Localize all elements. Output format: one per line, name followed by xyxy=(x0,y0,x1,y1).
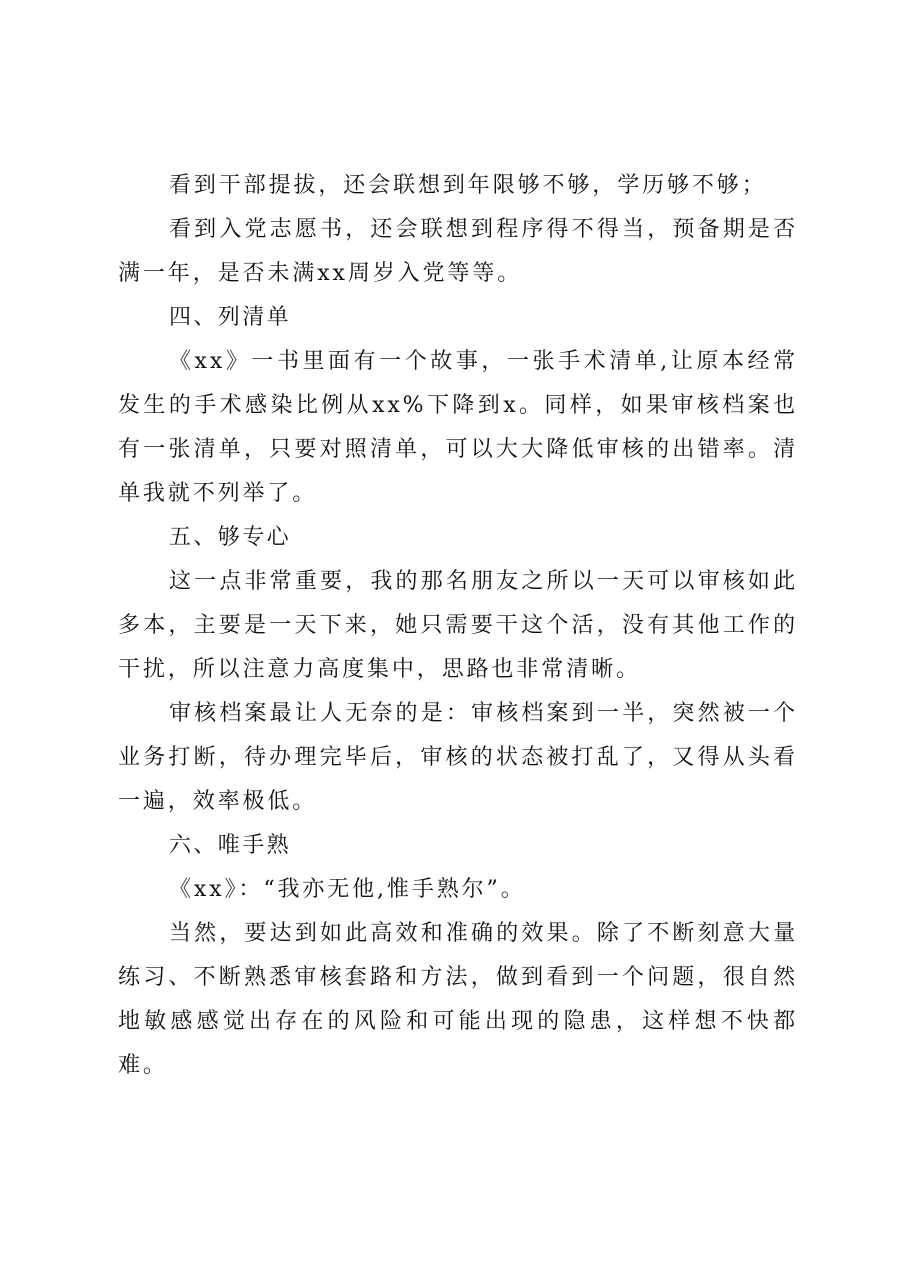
section-heading-practice: 六、唯手熟 xyxy=(169,833,292,858)
paragraph-checklist: 《xx》一书里面有一个故事，一张手术清单,让原本经常发生的手术感染比例从xx%下降到x。同样，如果审核档案也有一张清单，只要对照清单，可以大大降低审核的出错率。清单我就不列举了。 xyxy=(118,349,798,506)
paragraph-interruption: 审核档案最让人无奈的是：审核档案到一半，突然被一个业务打断，待办理完毕后，审核的状态被打乱了，又得从头看一遍，效率极低。 xyxy=(118,701,798,814)
section-heading-checklist: 四、列清单 xyxy=(169,305,292,330)
paragraph-conclusion: 当然，要达到如此高效和准确的效果。除了不断刻意大量练习、不断熟悉审核套路和方法，做到看到一个问题，很自然地敏感感觉出存在的风险和可能出现的隐患，这样想不快都难。 xyxy=(118,921,798,1078)
paragraph-quote: 《xx》：“我亦无他,惟手熟尔”。 xyxy=(169,877,526,902)
document-body xyxy=(118,164,798,1088)
section-heading-focus: 五、够专心 xyxy=(169,525,292,550)
paragraph-focus: 这一点非常重要，我的那名朋友之所以一天可以审核如此多本，主要是一天下来，她只需要干这个活，没有其他工作的干扰，所以注意力高度集中，思路也非常清晰。 xyxy=(118,569,798,682)
paragraph-party-application: 看到入党志愿书，还会联想到程序得不得当，预备期是否满一年，是否未满xx周岁入党等等。 xyxy=(118,217,798,286)
paragraph-cadre-promotion: 看到干部提拔，还会联想到年限够不够，学历够不够； xyxy=(169,173,767,198)
